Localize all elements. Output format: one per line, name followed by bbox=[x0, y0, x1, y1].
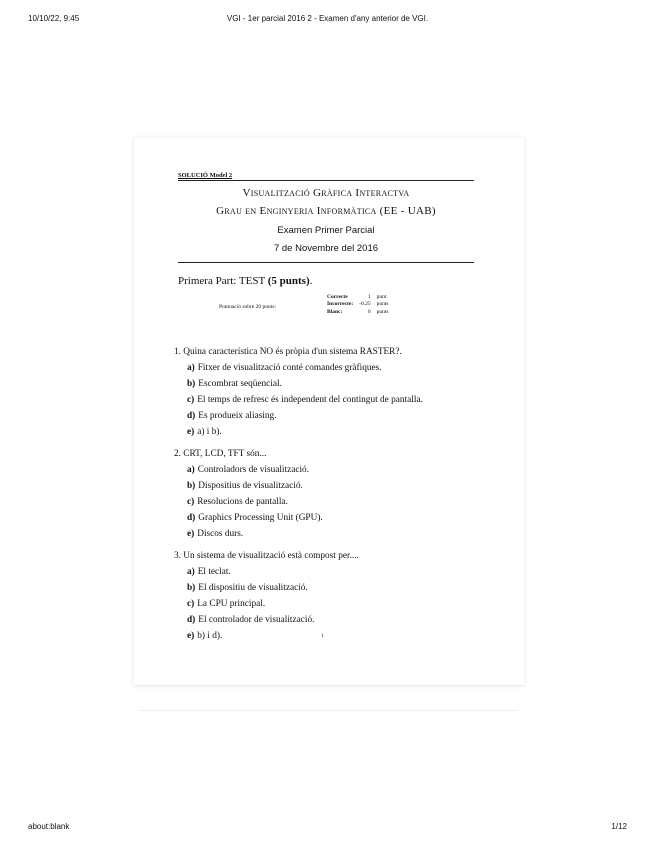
scoring-value: 1 bbox=[367, 294, 371, 300]
next-page-edge bbox=[140, 710, 518, 711]
question-option bbox=[174, 612, 494, 628]
header-rule-top bbox=[178, 180, 474, 181]
option-text: El temps de refresc és independent del contingut de pantalla. bbox=[197, 395, 423, 405]
scoring-key: Correcte bbox=[327, 294, 348, 300]
print-url: about:blank bbox=[28, 822, 70, 831]
question-1 bbox=[174, 344, 494, 440]
option-text: Escombrat seqüencial. bbox=[198, 379, 282, 389]
print-date: 10/10/22, 9:45 bbox=[28, 14, 80, 23]
scoring-table bbox=[327, 294, 392, 316]
page-number: 1 bbox=[321, 633, 324, 639]
print-footer bbox=[0, 822, 655, 836]
option-text: a) i b). bbox=[197, 427, 222, 437]
scoring-row bbox=[327, 309, 392, 316]
option-letter: a) bbox=[187, 363, 195, 373]
option-letter: c) bbox=[187, 395, 195, 405]
option-letter: b) bbox=[187, 379, 196, 389]
option-text: Graphics Processing Unit (GPU). bbox=[198, 513, 323, 523]
option-letter: d) bbox=[187, 513, 196, 523]
part-title bbox=[178, 275, 312, 287]
part-title-points: (5 punts) bbox=[267, 275, 310, 287]
option-letter: c) bbox=[187, 599, 195, 609]
option-text: El dispositiu de visualització. bbox=[198, 583, 308, 593]
option-letter: e) bbox=[187, 631, 195, 641]
question-option bbox=[174, 526, 494, 542]
scoring-unit: punts bbox=[376, 308, 389, 315]
question-option bbox=[174, 360, 494, 376]
question-3 bbox=[174, 548, 494, 644]
option-text: b) i d). bbox=[197, 631, 223, 641]
question-stem: 3. Un sistema de visualització està compost per.... bbox=[174, 551, 359, 561]
option-letter: a) bbox=[187, 567, 195, 577]
option-text: Es produeix aliasing. bbox=[198, 411, 277, 421]
scoring-value: 0 bbox=[367, 308, 371, 315]
scoring-key: Incorrecte: bbox=[327, 301, 354, 308]
question-option bbox=[174, 580, 494, 596]
question-option bbox=[174, 478, 494, 494]
question-option bbox=[174, 596, 494, 612]
scoring-key: Blanc: bbox=[327, 308, 343, 315]
scoring-value: -0.25 bbox=[359, 301, 371, 308]
part-title-suffix: . bbox=[309, 275, 313, 287]
question-option bbox=[174, 494, 494, 510]
option-text: Resolucions de pantalla. bbox=[197, 497, 288, 507]
question-list bbox=[174, 344, 494, 650]
print-document-title: VGI - 1er parcial 2016 2 - Examen d'any anterior de VGI. bbox=[226, 14, 429, 23]
option-letter: b) bbox=[187, 481, 196, 491]
question-option bbox=[174, 628, 494, 644]
exam-name: Examen Primer Parcial bbox=[277, 225, 375, 236]
header-rule-bottom bbox=[178, 262, 474, 263]
scoring-label: Puntuació sobre 20 punts: bbox=[219, 304, 276, 310]
scoring-unit: punts bbox=[376, 301, 389, 308]
print-header bbox=[0, 14, 655, 28]
option-text: Fitxer de visualització conté comandes gràfiques. bbox=[197, 363, 382, 373]
option-letter: e) bbox=[187, 529, 195, 539]
option-letter: e) bbox=[187, 427, 195, 437]
scoring-unit: punt bbox=[376, 294, 387, 300]
option-text: El teclat. bbox=[197, 567, 231, 577]
part-title-prefix: Primera Part: TEST bbox=[178, 275, 268, 287]
question-option bbox=[174, 462, 494, 478]
degree-title: Grau en Enginyeria Informàtica (EE - UAB) bbox=[216, 205, 436, 217]
exam-date: 7 de Novembre del 2016 bbox=[273, 243, 379, 254]
scoring-row bbox=[327, 294, 392, 301]
option-letter: d) bbox=[187, 615, 196, 625]
scoring-row bbox=[327, 301, 392, 308]
question-option bbox=[174, 510, 494, 526]
question-option bbox=[174, 376, 494, 392]
option-text: Discos durs. bbox=[197, 529, 244, 539]
question-option bbox=[174, 564, 494, 580]
option-letter: b) bbox=[187, 583, 196, 593]
option-text: La CPU principal. bbox=[197, 599, 266, 609]
solution-label: SOLUCIÓ Model 2 bbox=[178, 172, 233, 179]
print-page-count: 1/12 bbox=[611, 822, 627, 831]
option-text: Dispositius de visualització. bbox=[198, 481, 303, 491]
option-text: El controlador de visualització. bbox=[198, 615, 315, 625]
option-text: Controladors de visualització. bbox=[197, 465, 310, 475]
option-letter: a) bbox=[187, 465, 195, 475]
question-option bbox=[174, 424, 494, 440]
question-option bbox=[174, 408, 494, 424]
option-letter: d) bbox=[187, 411, 196, 421]
course-title: Visualització Gràfica Interactva bbox=[242, 187, 410, 199]
question-stem: 2. CRT, LCD, TFT són... bbox=[174, 449, 267, 459]
option-letter: c) bbox=[187, 497, 195, 507]
question-option bbox=[174, 392, 494, 408]
question-stem: 1. Quina característica NO és pròpia d'un sistema RASTER?. bbox=[174, 347, 402, 357]
question-2 bbox=[174, 446, 494, 542]
